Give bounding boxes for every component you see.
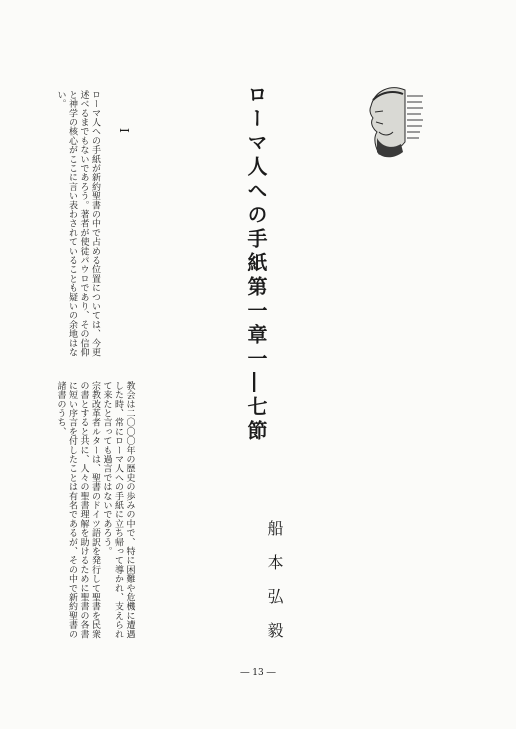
page-number: ― 13 ― <box>240 668 276 678</box>
intro-paragraph: ローマ人への手紙が新約聖書の中で占める位置については、今更述べるまでもないであろう。著者が使徒パウロであり、その信仰と神学の核心がここに言い表わされていることも疑いの余地はない。 <box>55 90 100 357</box>
body-paragraph: 宗教改革者ルターは、聖書のドイツ語訳を発行して聖書を民衆の書とすると共に、人々の聖書理解を助けるために聖書の各書に短い序言を付したことは有名であるが、その中で新約聖書の諸書のうち、 <box>55 381 100 639</box>
body-text <box>54 381 135 646</box>
section-number: I <box>117 128 131 133</box>
author-name: 船本弘毅 <box>265 520 284 656</box>
intro-text <box>54 90 100 360</box>
article-title: ローマ人への手紙第一章一―七節 <box>244 84 268 444</box>
apostle-portrait-illustration <box>367 82 425 162</box>
body-paragraph: 教会は二〇〇〇年の歴史の歩みの中で、特に困難や危機に遭遇した時、常にローマ人への手紙に立ち帰って導かれ、支えられて来たと言っても過言ではないであろう。 <box>101 381 135 639</box>
